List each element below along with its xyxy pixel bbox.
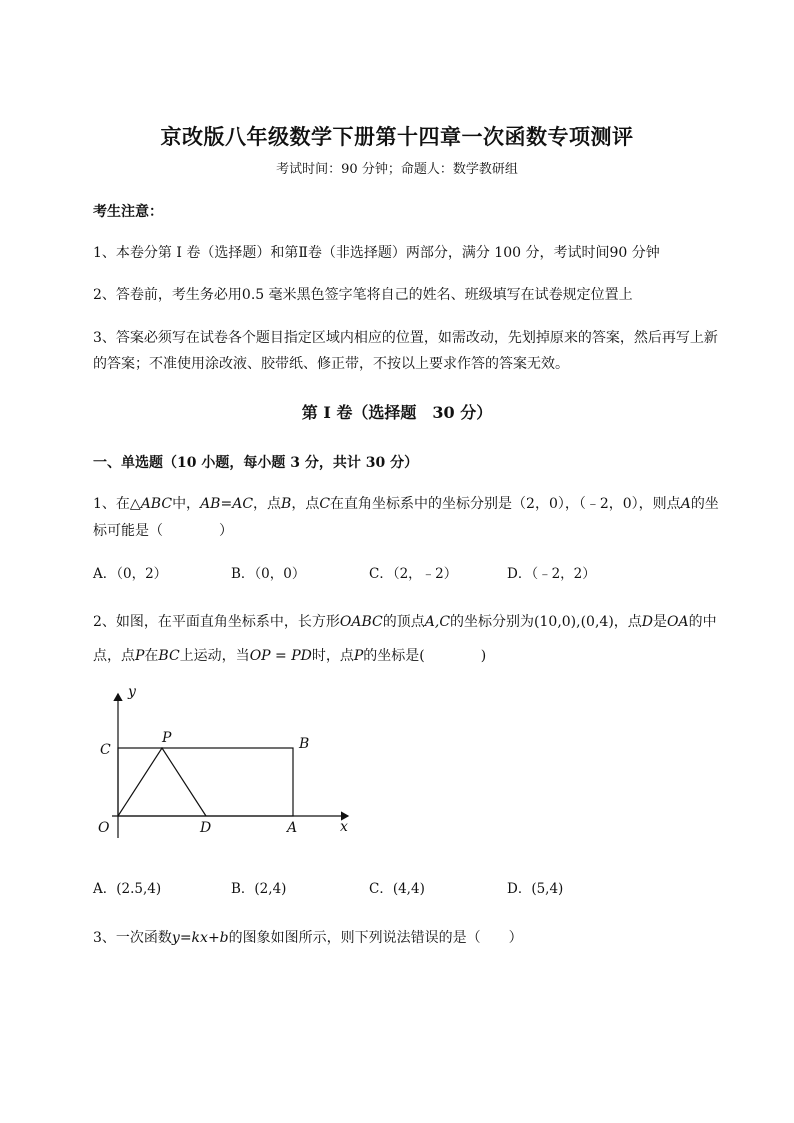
q2-option-b[interactable]: B．(2,4): [231, 881, 287, 897]
label-o: O: [98, 820, 110, 836]
q1-option-b[interactable]: B．（0，0）: [231, 566, 306, 582]
label-y: y: [128, 684, 136, 700]
coordinate-figure: [90, 680, 370, 850]
section-heading: 第 I 卷（选择题 30 分）: [301, 403, 493, 422]
notice-item-2: 2、答卷前，考生务必用0.5 毫米黑色签字笔将自己的姓名、班级填写在试卷规定位置上: [93, 287, 633, 303]
q2-option-a[interactable]: A．(2.5,4): [93, 881, 162, 897]
exam-info: 考试时间：90 分钟；命题人：数学教研组: [276, 162, 518, 177]
notice-item-3-line-2: 的答案；不准使用涂改液、胶带纸、修正带，不按以上要求作答的答案无效。: [93, 356, 569, 372]
notice-item-3-line-1: 3、答案必须写在试卷各个题目指定区域内相应的位置，如需改动，先划掉原来的答案，然后再写上新: [93, 330, 718, 346]
page-title: 京改版八年级数学下册第十四章一次函数专项测评: [160, 124, 634, 149]
label-b: B: [299, 736, 310, 752]
notice-heading: 考生注意：: [93, 204, 163, 220]
question-1-line-1: 1、在△ABC中，AB=AC，点B，点C在直角坐标系中的坐标分别是（2，0），（﹣2，0），则点A的坐: [93, 496, 719, 512]
label-x: x: [340, 819, 348, 835]
part-heading: 一、单选题（10 小题，每小题 3 分，共计 30 分）: [93, 455, 419, 471]
label-d: D: [200, 820, 212, 836]
triangle-opd: [118, 748, 206, 816]
question-3-line-1: 3、一次函数y=kx+b的图象如图所示，则下列说法错误的是（ ）: [93, 930, 523, 946]
q1-option-d[interactable]: D．（﹣2，2）: [507, 566, 596, 582]
q1-option-c[interactable]: C．（2，﹣2）: [369, 566, 458, 582]
q2-option-d[interactable]: D．(5,4): [507, 881, 564, 897]
label-a: A: [287, 820, 298, 836]
question-1-line-2: 标可能是（ ）: [93, 523, 233, 539]
question-2-line-2: 点，点P在BC上运动，当OP = PD时，点P的坐标是( ): [93, 648, 487, 664]
question-2-line-1: 2、如图，在平面直角坐标系中，长方形OABC的顶点A,C的坐标分别为(10,0),(0,4)，点D是OA的中: [93, 614, 717, 630]
q1-option-a[interactable]: A．（0，2）: [93, 566, 168, 582]
notice-item-1: 1、本卷分第 I 卷（选择题）和第Ⅱ卷（非选择题）两部分，满分 100 分，考试时间90 分钟: [93, 245, 660, 261]
q2-option-c[interactable]: C．(4,4): [369, 881, 425, 897]
label-p: P: [162, 730, 172, 746]
label-c: C: [100, 742, 111, 758]
rectangle-oabc: [118, 748, 293, 816]
